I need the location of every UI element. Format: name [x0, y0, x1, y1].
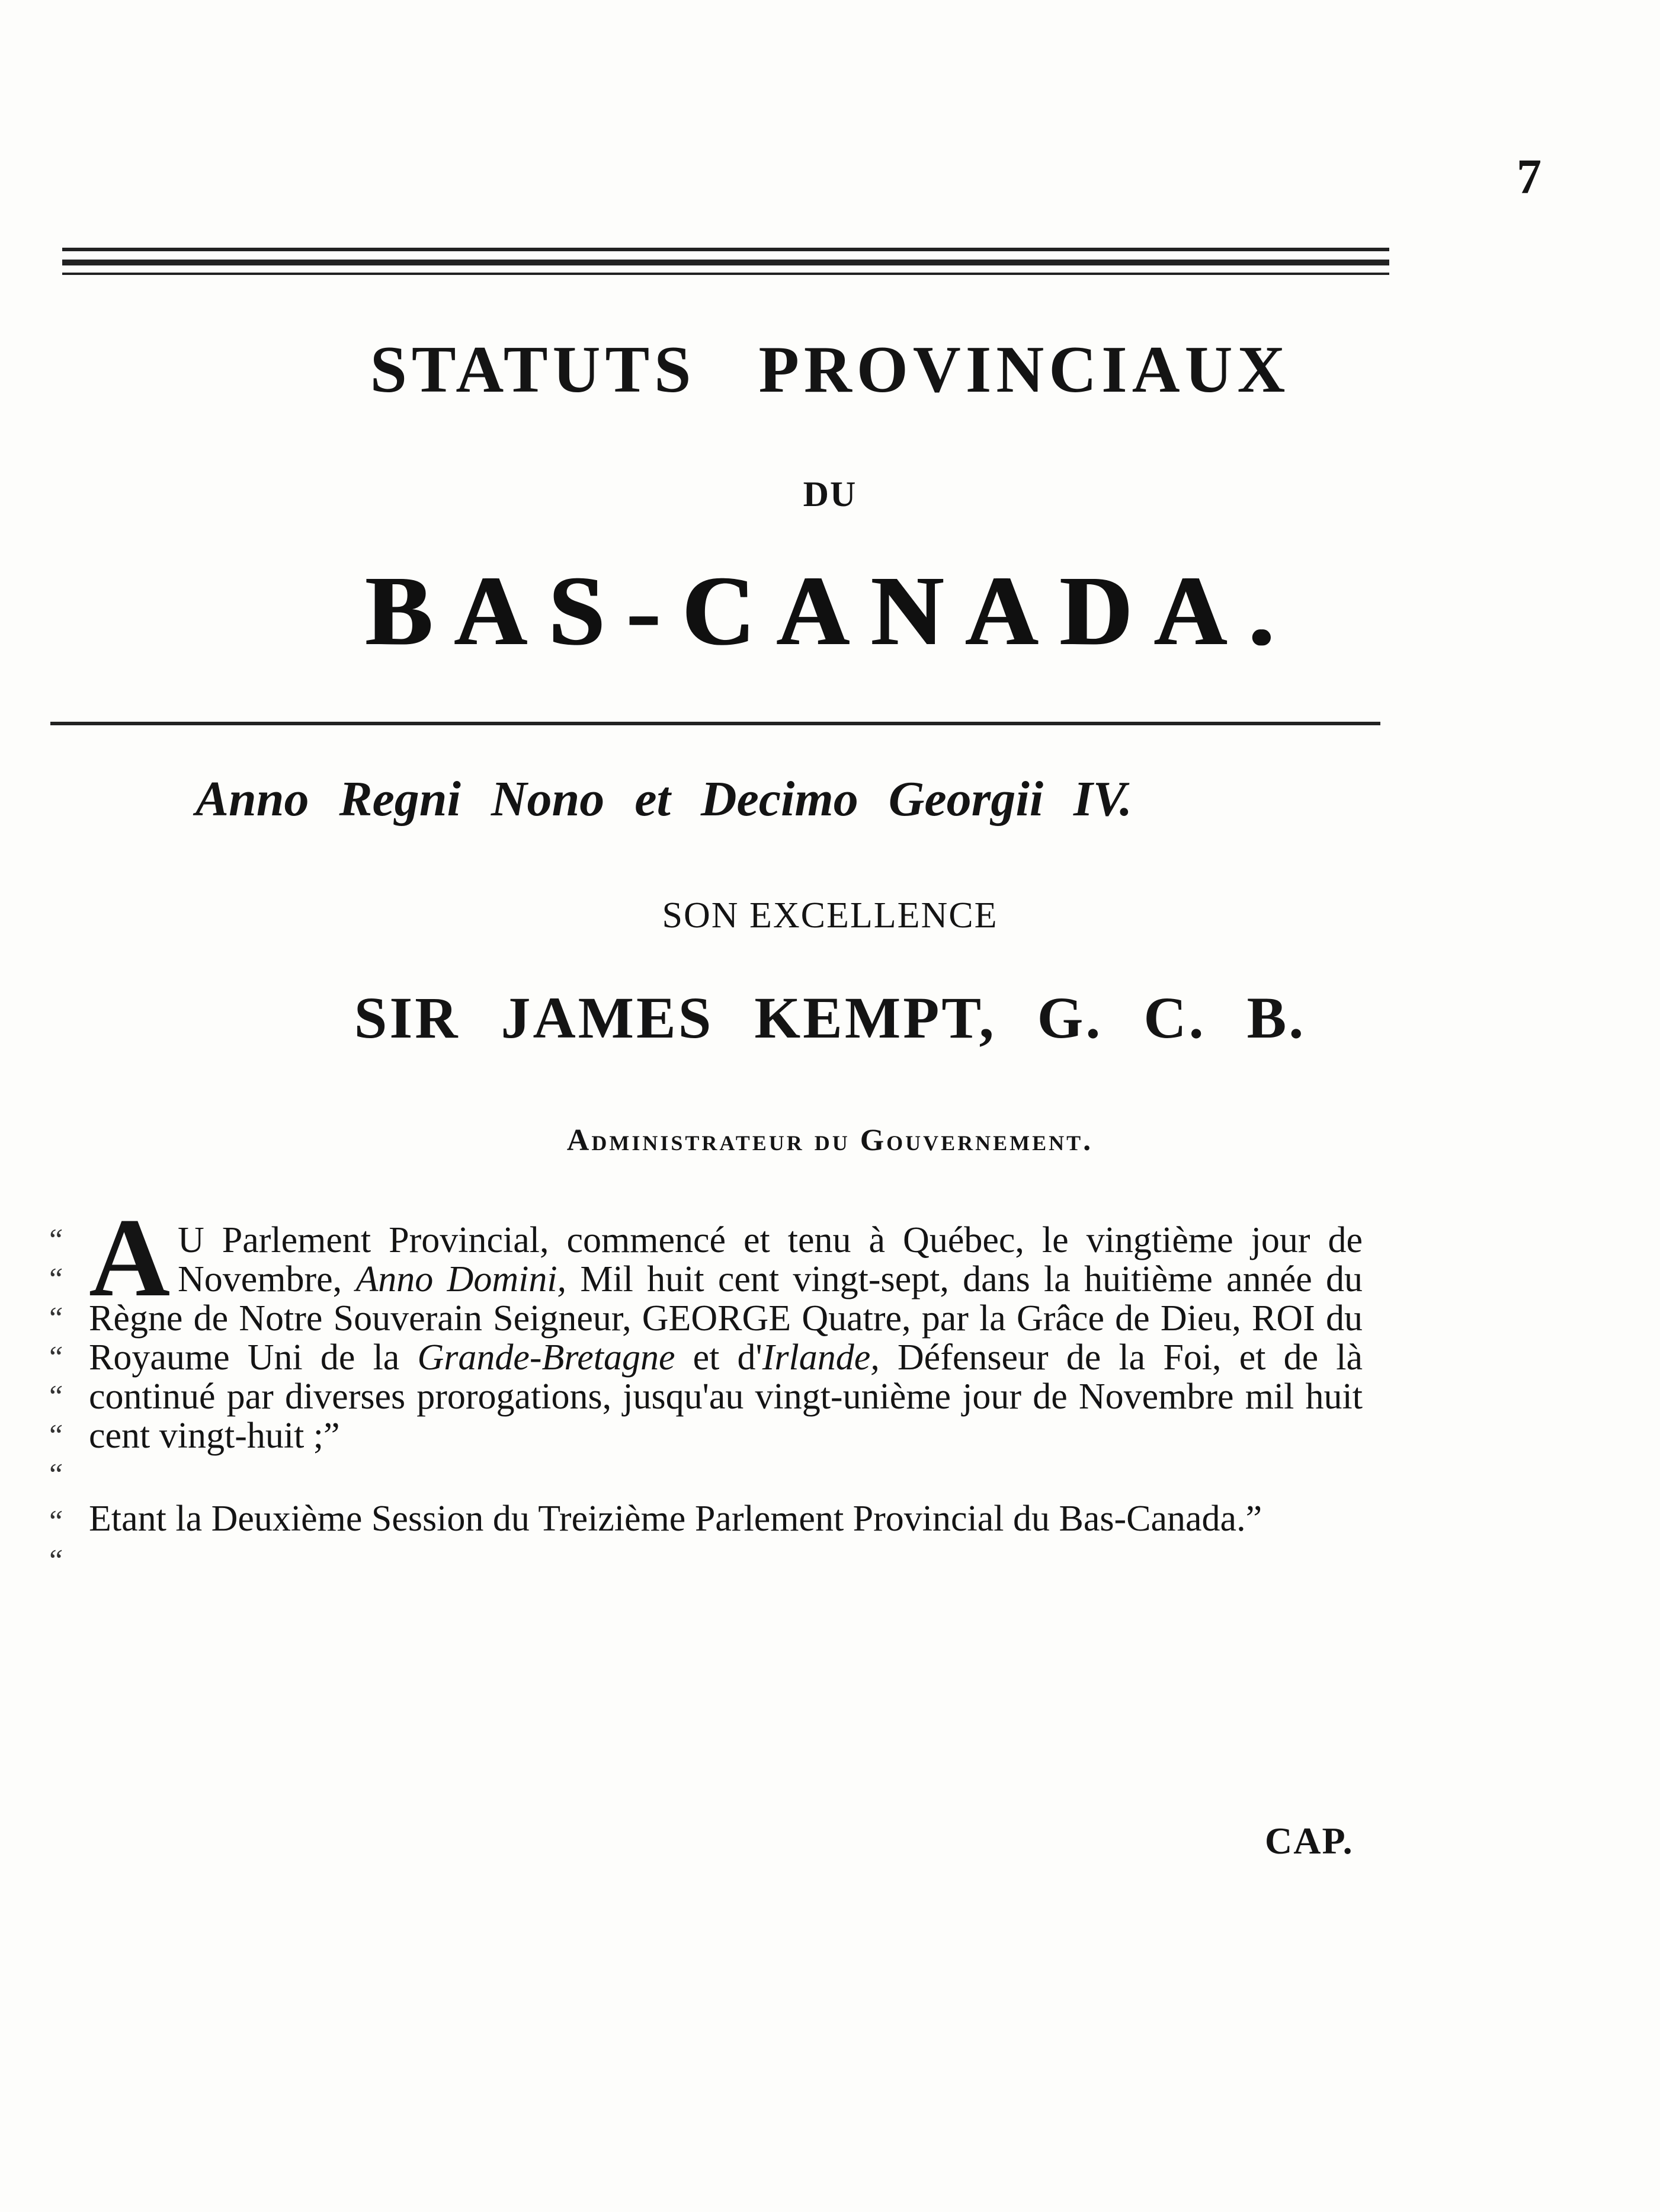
quote-mark: “: [46, 1340, 63, 1374]
quote-mark: “: [46, 1458, 63, 1491]
quote-mark: “: [46, 1419, 63, 1452]
top-rule-thick: [62, 260, 1389, 265]
paragraph-text: Mil huit cent vingt-sept, dans la huitième année du Règne de Notre Souverain Seigneur, GEORGE Quatre, par la Grâce de Dieu, ROI du Royaume Uni de la: [89, 1259, 1363, 1378]
quote-mark: “: [46, 1262, 63, 1296]
margin-quote-marks: [46, 1221, 63, 1494]
drop-cap: A: [89, 1196, 171, 1320]
drop-cap-wrap: [89, 1196, 178, 1320]
margin-quote-marks-2: [46, 1502, 63, 1580]
paragraph-text: U Parlement Provincial, commencé et tenu à Québec, le vingtième jour de Novembre,: [178, 1220, 1363, 1299]
paragraph-text: Défenseur de la Foi, et de là continué par diverses prorogations, jusqu'au vingt-unième jour de Novembre mil huit cent vingt-huit ;”: [89, 1337, 1363, 1456]
quote-mark: “: [46, 1504, 63, 1538]
regnal-year: Anno Regni Nono et Decimo Georgii IV.: [196, 772, 1132, 827]
paragraph-session: Etant la Deuxième Session du Treizième Parlement Provincial du Bas-Canada.”: [89, 1499, 1262, 1539]
title-statuts: STATUTS PROVINCIAUX: [370, 333, 1290, 406]
section-rule: [50, 722, 1380, 725]
anno-domini: Anno Domini,: [355, 1259, 567, 1299]
quote-mark: “: [46, 1379, 63, 1413]
catchword: CAP.: [1265, 1820, 1354, 1862]
governor-name: SIR JAMES KEMPT, G. C. B.: [354, 985, 1306, 1051]
excellence-heading: SON EXCELLENCE: [662, 895, 998, 936]
top-rule: [62, 248, 1389, 251]
grande-bretagne: Grande-Bretagne: [417, 1337, 675, 1378]
page-number: 7: [1517, 149, 1542, 204]
governor-role: Administrateur du Gouvernement.: [566, 1123, 1094, 1157]
title-bas-canada: BAS-CANADA.: [364, 556, 1296, 666]
quote-mark: “: [46, 1301, 63, 1335]
top-rule-thin: [62, 273, 1389, 275]
quote-mark: “: [46, 1223, 63, 1257]
paragraph-parlement: [89, 1196, 1363, 1456]
quote-mark: “: [46, 1544, 63, 1577]
paragraph-text: et d': [675, 1337, 762, 1378]
title-du: DU: [803, 475, 857, 514]
irlande: Irlande,: [762, 1337, 880, 1378]
